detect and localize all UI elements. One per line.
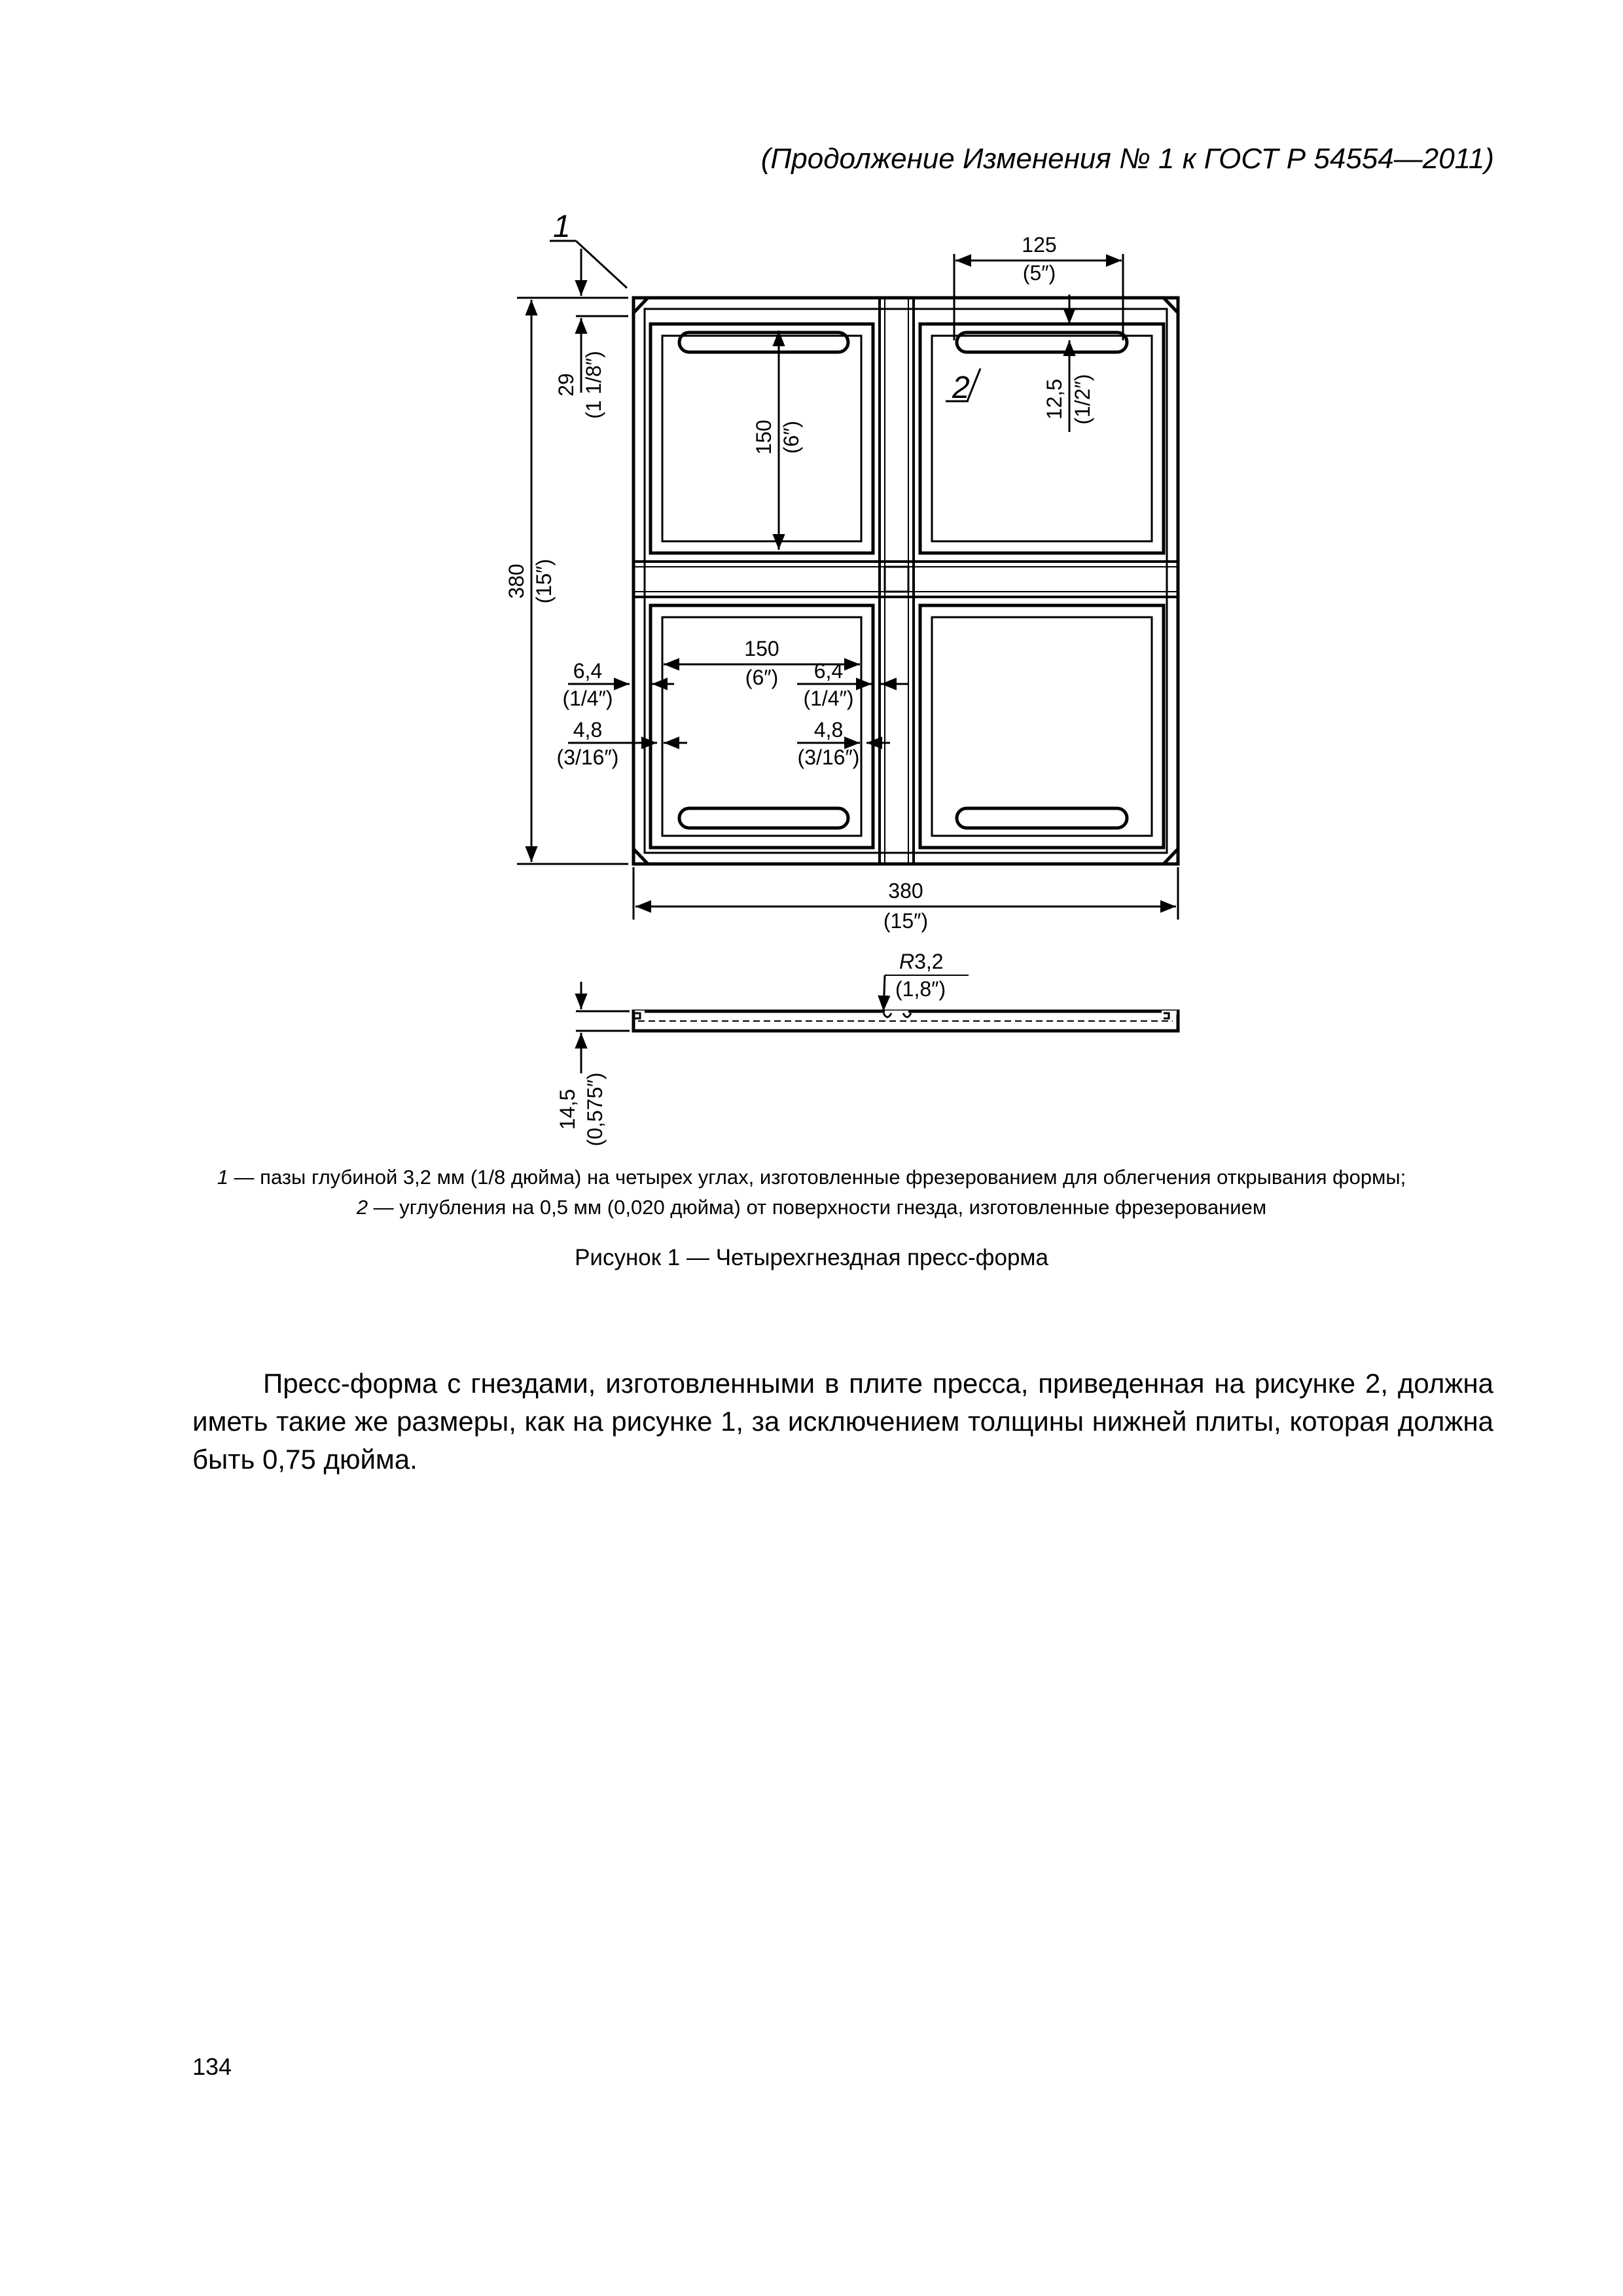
dim-6-4-middle: 6,4 xyxy=(813,659,844,683)
dim-125-in: (5″) xyxy=(1022,261,1056,285)
dim-radius: R3,2 xyxy=(899,950,944,973)
figure-note-2: 2 — углубления на 0,5 мм (0,020 дюйма) от поверхности гнезда, изготовленные фрезерованием xyxy=(356,1196,1267,1219)
dim-4-8-middle-in: (3/16″) xyxy=(797,745,860,769)
dim-150-vertical-in: (6″) xyxy=(779,420,803,454)
dim-380-horizontal: 380 xyxy=(888,879,923,903)
figure-note-1: 1 — пазы глубиной 3,2 мм (1/8 дюйма) на четырех углах, изготовленные фрезерованием для облегчения открывания формы; xyxy=(217,1166,1406,1189)
dim-4-8-left-in: (3/16″) xyxy=(556,745,619,769)
dim-radius-in: (1,8″) xyxy=(895,977,946,1001)
dim-380-horizontal-in: (15″) xyxy=(883,909,929,933)
dim-12-5-in: (1/2″) xyxy=(1071,374,1094,425)
dim-14-5: 14,5 xyxy=(556,1088,579,1130)
dim-125: 125 xyxy=(1022,233,1057,257)
dim-6-4-middle-in: (1/4″) xyxy=(803,687,854,710)
dim-6-4-left-in: (1/4″) xyxy=(562,687,613,710)
mold-plan-view xyxy=(633,298,1178,864)
dim-150-horizontal: 150 xyxy=(744,637,779,660)
dim-4-8-left: 4,8 xyxy=(573,718,603,742)
callout-2: 2 xyxy=(952,370,970,405)
dim-4-8-middle: 4,8 xyxy=(813,718,844,742)
dim-14-5-in: (0,575″) xyxy=(583,1072,607,1147)
body-paragraph: Пресс-форма с гнездами, изготовленными в плите пресса, приведенная на рисунке 2, должна иметь такие же размеры, как на рисунке 1, за исключением толщины нижней плиты, которая должна быть 0,75 дюйма. xyxy=(192,1368,1493,1475)
figure-caption: Рисунок 1 — Четырехгнездная пресс-форма xyxy=(575,1245,1048,1270)
dim-12-5: 12,5 xyxy=(1043,378,1066,420)
dim-150-vertical: 150 xyxy=(752,420,776,455)
callout-1: 1 xyxy=(553,209,571,244)
dim-150-horizontal-in: (6″) xyxy=(745,666,779,689)
dim-29-in: (1 1/8″) xyxy=(582,351,605,419)
dim-29: 29 xyxy=(554,373,578,397)
dim-6-4-left: 6,4 xyxy=(573,659,603,683)
dim-380-vertical: 380 xyxy=(505,564,528,599)
mold-side-view xyxy=(576,975,1178,1073)
page-number: 134 xyxy=(192,2053,232,2080)
running-header: (Продолжение Изменения № 1 к ГОСТ Р 54554—2011) xyxy=(760,143,1494,175)
dim-380-vertical-in: (15″) xyxy=(532,558,556,604)
